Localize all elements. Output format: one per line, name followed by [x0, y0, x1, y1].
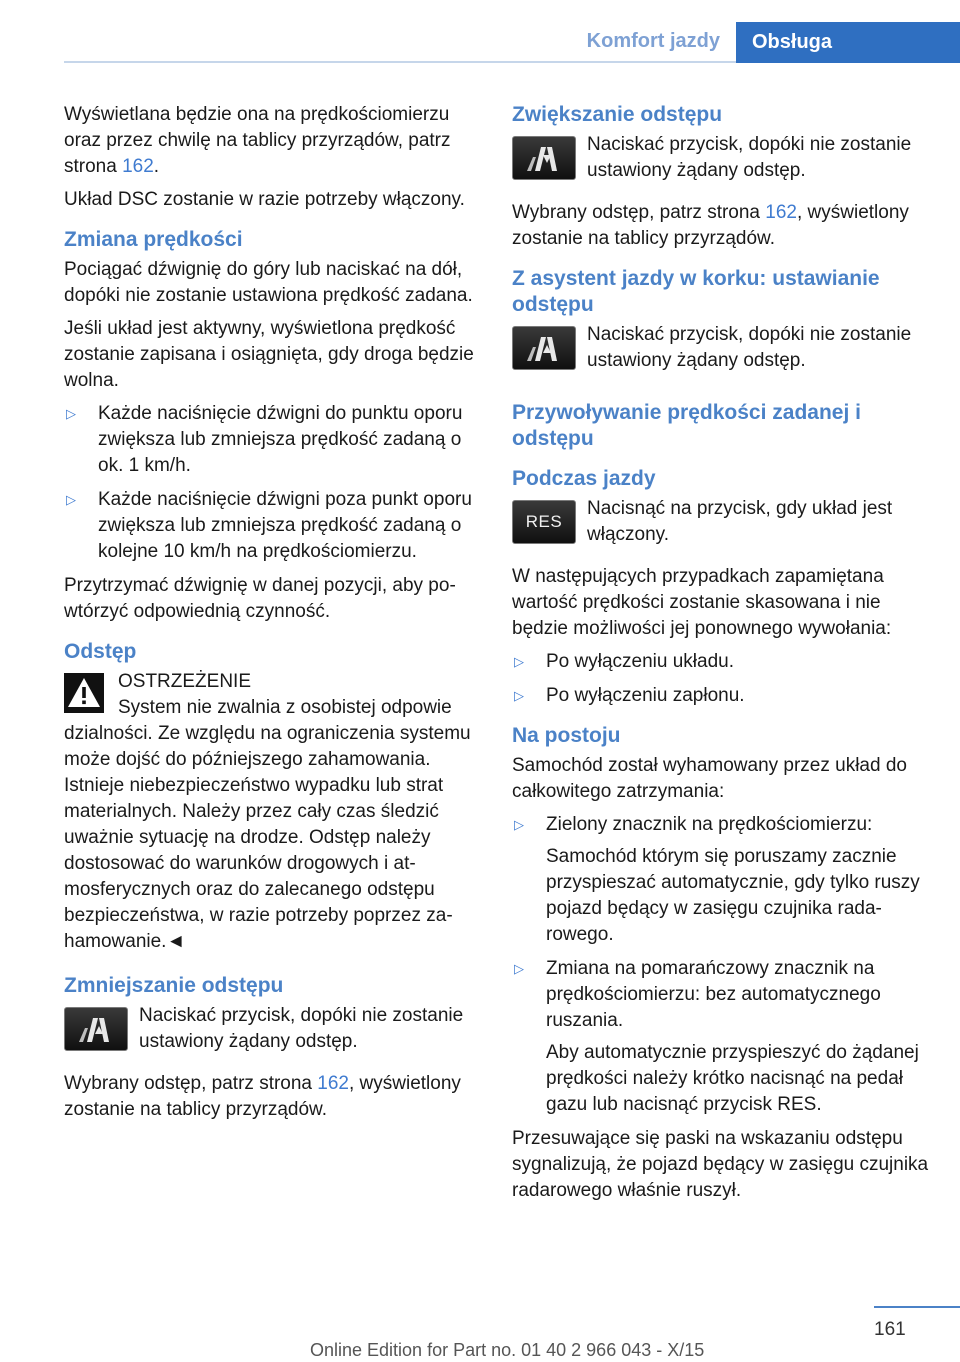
list-item-text: Zielony znacznik na prędkościomierzu:	[546, 814, 873, 835]
list-item-detail: Aby automatycznie przyspieszyć do żądanej prędkości należy krótko nacisnąć na pedał gazu lub nacisnąć przycisk RES.	[546, 1042, 919, 1115]
list-item-detail: Samochód którym się poruszamy zacznie przyspieszać automatycznie, gdy tylko ruszy pojazd będący w zasięgu czujnika radarowego.	[546, 846, 920, 945]
bullet-list	[512, 649, 930, 709]
distance-button-icon	[512, 136, 576, 180]
res-row	[512, 496, 930, 554]
list-item	[512, 956, 930, 1034]
triangle-right-icon: ▷	[514, 817, 524, 832]
list-item-text: Po wyłączeniu układu.	[546, 651, 734, 672]
page-header	[0, 0, 960, 63]
traffic-assistant-text: Naciskać przycisk, dopóki nie zostanie ustawiony żądany odstęp.	[587, 324, 912, 371]
decrease-distance-row	[64, 1003, 478, 1061]
warning-body: dzialności. Ze względu na ograniczenia systemu może dojść do późniejszego zahamowania. Istnieje niebezpieczeństwo wypadku lub strat materialnych. Należy przez cały czas śledzić uważnie sytuację na drodze. Odstęp należy dostosować do warunków drogowych i atmosferycznych oraz do zalecanego odstępu bezpieczeństwa, w razie potrzeby poprzez zahamowanie.◄	[64, 723, 471, 952]
text: , wyświetlony zostanie na tablicy przyrządów.	[64, 1073, 461, 1120]
paragraph: Pociągać dźwignię do góry lub naciskać na dół, dopóki nie zostanie ustawiona prędkość zadana.	[64, 259, 473, 306]
heading-speed-change: Zmiana prędkości	[64, 228, 243, 251]
page-link[interactable]: 162	[122, 156, 154, 177]
list-item-text: Zmiana na pomarańczowy znacznik na prędkościomierzu: bez automatycznego ruszania.	[546, 958, 881, 1031]
paragraph: Jeśli układ jest aktywny, wyświetlona prędkość zostanie zapisana i osiągnięta, gdy droga będzie wolna.	[64, 318, 474, 391]
triangle-right-icon: ▷	[514, 654, 524, 669]
list-item	[512, 812, 930, 838]
page-number: 161	[874, 1319, 906, 1340]
distance-button-icon	[64, 1007, 128, 1051]
heading-while-driving: Podczas jazdy	[512, 467, 656, 490]
increase-distance-row	[512, 132, 930, 190]
heading-decrease-distance: Zmniejszanie odstępu	[64, 974, 284, 997]
triangle-right-icon: ▷	[514, 961, 524, 976]
paragraph: Przesuwające się paski na wskazaniu odstępu sygnalizują, że pojazd będący w zasięgu czujnika radarowego właśnie ruszył.	[512, 1128, 929, 1201]
footer-rule	[874, 1306, 960, 1308]
distance-button-icon	[512, 326, 576, 370]
paragraph: Układ DSC zostanie w razie potrzeby włączony.	[64, 189, 465, 210]
triangle-right-icon: ▷	[66, 406, 76, 421]
page-link[interactable]: 162	[765, 202, 797, 223]
list-item	[64, 401, 478, 479]
text: , wyświetlony zostanie na tablicy przyrządów.	[512, 202, 909, 249]
heading-increase-distance: Zwiększanie odstępu	[512, 103, 723, 126]
warning-title: OSTRZEŻENIE	[118, 671, 252, 692]
text: .	[153, 156, 160, 177]
text: Wybrany odstęp, patrz strona	[64, 1073, 318, 1094]
warning-block	[64, 669, 478, 955]
res-text: Nacisnąć na przycisk, gdy układ jest włączony.	[587, 498, 893, 545]
heading-recall-speed: Przywoływanie prędkości zadanej i odstępu	[512, 401, 861, 450]
paragraph	[64, 102, 478, 180]
left-column	[64, 102, 478, 1130]
heading-traffic-jam-assistant: Z asystent jazdy w korku: ustawianie odstępu	[512, 267, 880, 316]
paragraph: W następujących przypadkach zapamiętana wartość prędkości zostanie skasowana i nie będzie możliwości jej ponownego wywołania:	[512, 566, 892, 639]
res-button-icon: RES	[512, 500, 576, 544]
warning-triangle-icon	[64, 673, 104, 713]
warning-first-line: System nie zwalnia z osobistej odpowie	[118, 697, 452, 718]
list-item-text: Każde naciśnięcie dźwigni do punktu oporu zwiększa lub zmniejsza prędkość zadaną o ok. 1 km/h.	[98, 403, 463, 476]
increase-distance-text: Naciskać przycisk, dopóki nie zostanie ustawiony żądany odstęp.	[587, 134, 912, 181]
heading-distance: Odstęp	[64, 640, 137, 663]
list-item-text: Po wyłączeniu zapłonu.	[546, 685, 745, 706]
triangle-right-icon: ▷	[66, 492, 76, 507]
list-item	[512, 683, 930, 709]
list-item	[512, 649, 930, 675]
paragraph: Przytrzymać dźwignię w danej pozycji, aby powtórzyć odpowiednią czynność.	[64, 575, 456, 622]
paragraph	[64, 1071, 478, 1123]
triangle-right-icon: ▷	[514, 688, 524, 703]
list-item-text: Każde naciśnięcie dźwigni poza punkt oporu zwiększa lub zmniejsza prędkość zadaną o kolejne 10 km/h na prędkościomierzu.	[98, 489, 472, 562]
bullet-list	[512, 812, 930, 838]
header-chapter-tab: Obsługa	[736, 22, 960, 63]
paragraph	[512, 200, 930, 252]
list-item	[64, 487, 478, 565]
heading-standstill: Na postoju	[512, 724, 621, 747]
bullet-list	[512, 956, 930, 1034]
text: Wybrany odstęp, patrz strona	[512, 202, 766, 223]
page-link[interactable]: 162	[317, 1073, 349, 1094]
traffic-assistant-row	[512, 322, 930, 380]
bullet-list	[64, 401, 478, 565]
paragraph: Samochód został wyhamowany przez układ do całkowitego zatrzymania:	[512, 755, 907, 802]
footer-edition: Online Edition for Part no. 01 40 2 966 043 - X/15	[310, 1340, 705, 1360]
decrease-distance-text: Naciskać przycisk, dopóki nie zostanie ustawiony żądany odstęp.	[139, 1005, 464, 1052]
text: Wyświetlana będzie ona na prędkościomierzu oraz przez chwilę na tablicy przyrządów, patrz strona	[64, 104, 451, 177]
header-section-title: Komfort jazdy	[586, 30, 720, 52]
right-column	[512, 102, 930, 1211]
